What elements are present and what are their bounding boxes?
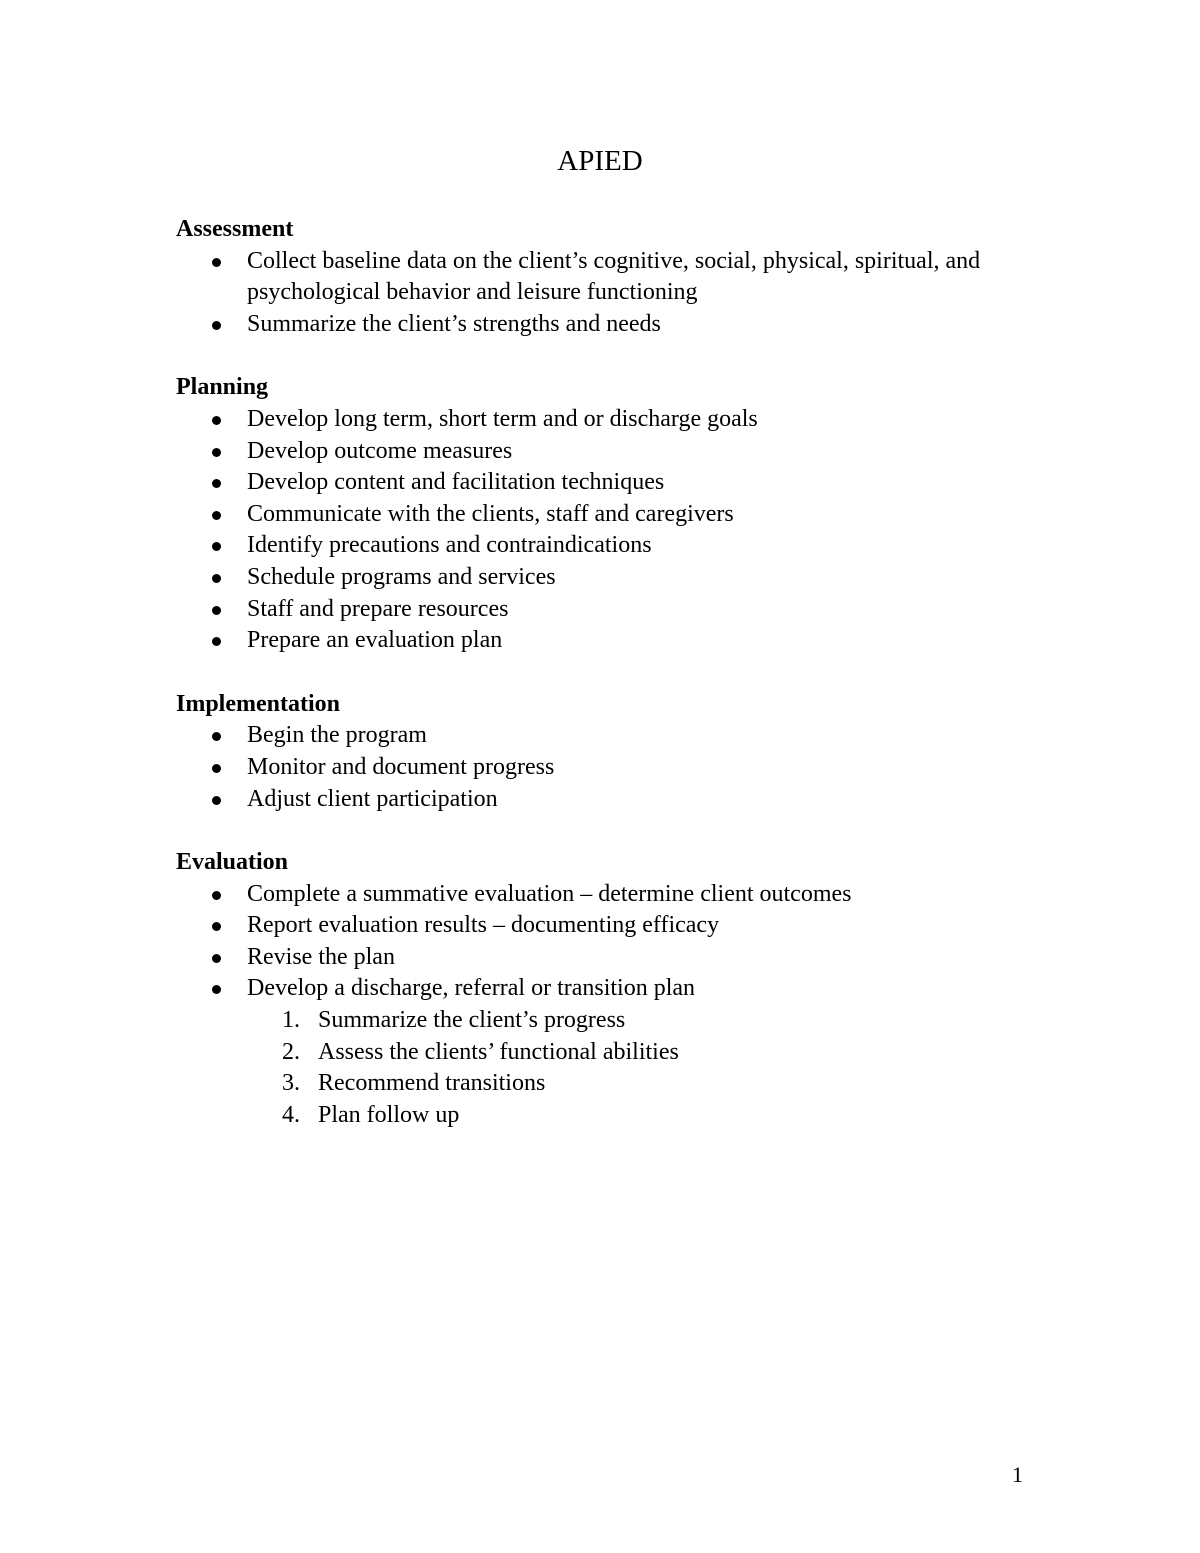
list-item	[176, 973, 1036, 1131]
bullet-list	[176, 879, 1036, 1132]
numbered-sublist	[247, 1005, 1036, 1131]
bullet-icon	[212, 637, 221, 646]
list-item-text: Communicate with the clients, staff and caregivers	[247, 500, 734, 527]
list-item	[176, 436, 1036, 468]
section-heading: Assessment	[176, 216, 294, 242]
bullet-icon	[212, 764, 221, 773]
list-item	[176, 942, 1036, 974]
bullet-icon	[212, 954, 221, 963]
section-heading: Planning	[176, 374, 269, 401]
list-item-text: Complete a summative evaluation – determine client outcomes	[247, 880, 852, 907]
list-item-text: Schedule programs and services	[247, 563, 556, 590]
bullet-icon	[212, 511, 221, 520]
list-item-text: Develop outcome measures	[247, 437, 513, 464]
item-number: 3.	[282, 1070, 300, 1097]
section-heading: Implementation	[176, 690, 340, 717]
list-item	[176, 246, 1036, 309]
bullet-icon	[212, 891, 221, 900]
section-assessment	[176, 214, 1036, 340]
item-number: 4.	[282, 1101, 300, 1128]
bullet-icon	[212, 985, 221, 994]
bullet-icon	[212, 922, 221, 931]
list-item	[176, 910, 1036, 942]
bullet-icon	[212, 479, 221, 488]
bullet-icon	[212, 796, 221, 805]
section-heading: Evaluation	[176, 849, 289, 876]
sublist-item	[247, 1005, 1036, 1037]
sublist-item-text: Recommend transitions	[318, 1070, 546, 1097]
list-item	[176, 784, 1036, 816]
sublist-item-text: Assess the clients’ functional abilities	[318, 1038, 679, 1065]
list-item	[176, 594, 1036, 626]
sublist-item-text: Plan follow up	[318, 1101, 460, 1128]
list-item	[176, 404, 1036, 436]
item-number: 2.	[282, 1038, 300, 1065]
sublist-item-text: Summarize the client’s progress	[318, 1007, 626, 1034]
bullet-icon	[212, 606, 221, 615]
page-number: 1	[1012, 1462, 1023, 1487]
list-item-text: Staff and prepare resources	[247, 595, 509, 622]
list-item-text: Collect baseline data on the client’s cognitive, social, physical, spiritual, and psychological behavior and leisure functioning	[247, 247, 981, 306]
list-item-text: Prepare an evaluation plan	[247, 627, 503, 654]
list-item	[176, 879, 1036, 911]
list-item-text: Revise the plan	[247, 943, 395, 970]
list-item	[176, 625, 1036, 657]
section-implementation	[176, 689, 1036, 815]
bullet-icon	[212, 416, 221, 425]
list-item-text: Begin the program	[247, 722, 427, 749]
item-number: 1.	[282, 1007, 300, 1034]
bullet-icon	[212, 574, 221, 583]
list-item	[176, 720, 1036, 752]
section-planning	[176, 372, 1036, 656]
page-title: APIED	[557, 145, 643, 177]
bullet-icon	[212, 542, 221, 551]
bullet-list	[176, 720, 1036, 815]
list-item-text: Develop content and facilitation techniques	[247, 469, 665, 496]
list-item-text: Monitor and document progress	[247, 753, 555, 780]
sublist-item	[247, 1100, 1036, 1132]
list-item-text: Develop long term, short term and or discharge goals	[247, 405, 758, 432]
list-item	[176, 530, 1036, 562]
bullet-icon	[212, 321, 221, 330]
bullet-icon	[212, 258, 221, 267]
list-item	[176, 309, 1036, 341]
list-item	[176, 467, 1036, 499]
list-item	[176, 752, 1036, 784]
bullet-list	[176, 404, 1036, 657]
document-body	[176, 214, 1036, 1163]
list-item	[176, 499, 1036, 531]
list-item	[176, 562, 1036, 594]
sublist-item	[247, 1037, 1036, 1069]
list-item-text: Identify precautions and contraindications	[247, 532, 652, 559]
list-item-text: Adjust client participation	[247, 785, 498, 812]
sublist-item	[247, 1068, 1036, 1100]
section-evaluation	[176, 847, 1036, 1131]
bullet-icon	[212, 448, 221, 457]
list-item-text: Report evaluation results – documenting efficacy	[247, 912, 720, 939]
list-item-text: Develop a discharge, referral or transition plan	[247, 975, 696, 1002]
list-item-text: Summarize the client’s strengths and needs	[247, 310, 661, 337]
bullet-list	[176, 246, 1036, 341]
bullet-icon	[212, 732, 221, 741]
